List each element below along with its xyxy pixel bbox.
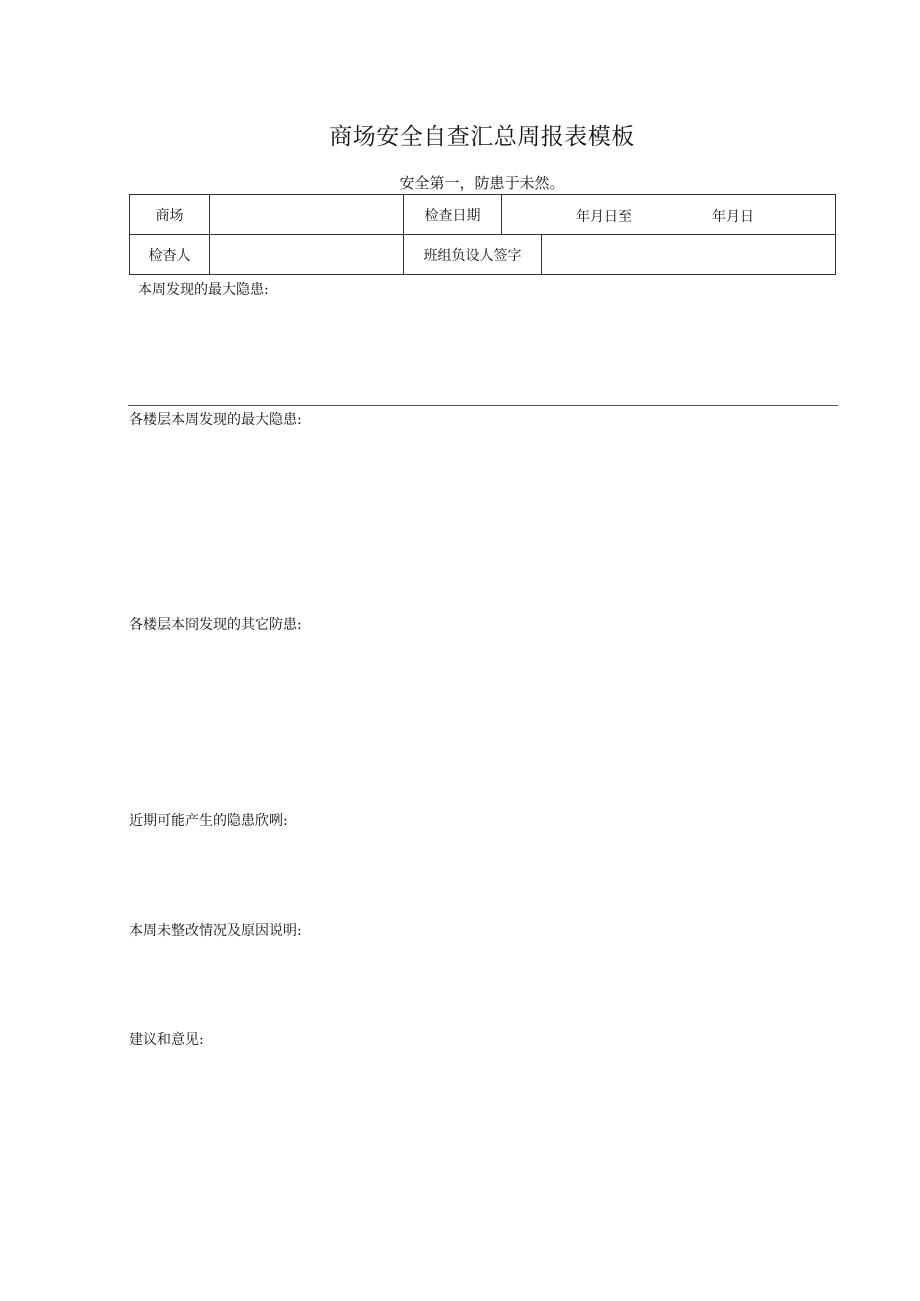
section-floor-other-hazard: 各楼层本冏发现的其它防患: (129, 617, 302, 633)
section-possible-hazards: 近期可能产生的隐患欣咧: (129, 813, 288, 829)
check-date-field[interactable] (502, 195, 836, 235)
table-row (130, 195, 836, 235)
table-row (130, 235, 836, 275)
document-subtitle: 安全第一，防患于未然。 (399, 174, 565, 192)
section-max-hazard-week: 本周发现的最大隐患: (138, 282, 269, 298)
section-floor-max-hazard: 各楼层本周发现的最大隐患: (129, 412, 302, 428)
date-to-text: 年月日 (712, 209, 754, 225)
mall-label: 商场 (130, 195, 210, 235)
check-date-label: 检查日期 (404, 195, 502, 235)
document-title: 商场安全自查汇总周报表模板 (329, 124, 635, 150)
team-leader-signature-field[interactable] (542, 235, 836, 275)
date-from-text: 年月日至 (576, 209, 632, 225)
team-leader-label: 班组负设人签字 (404, 235, 542, 275)
inspector-label: 检杳人 (130, 235, 210, 275)
section-suggestions: 建议和意见: (129, 1032, 204, 1048)
info-table (129, 194, 836, 275)
inspector-value-field[interactable] (210, 235, 404, 275)
section-divider (128, 405, 838, 406)
section-unrectified: 本周未整改情况及原因说明: (129, 923, 302, 939)
mall-value-field[interactable] (210, 195, 404, 235)
